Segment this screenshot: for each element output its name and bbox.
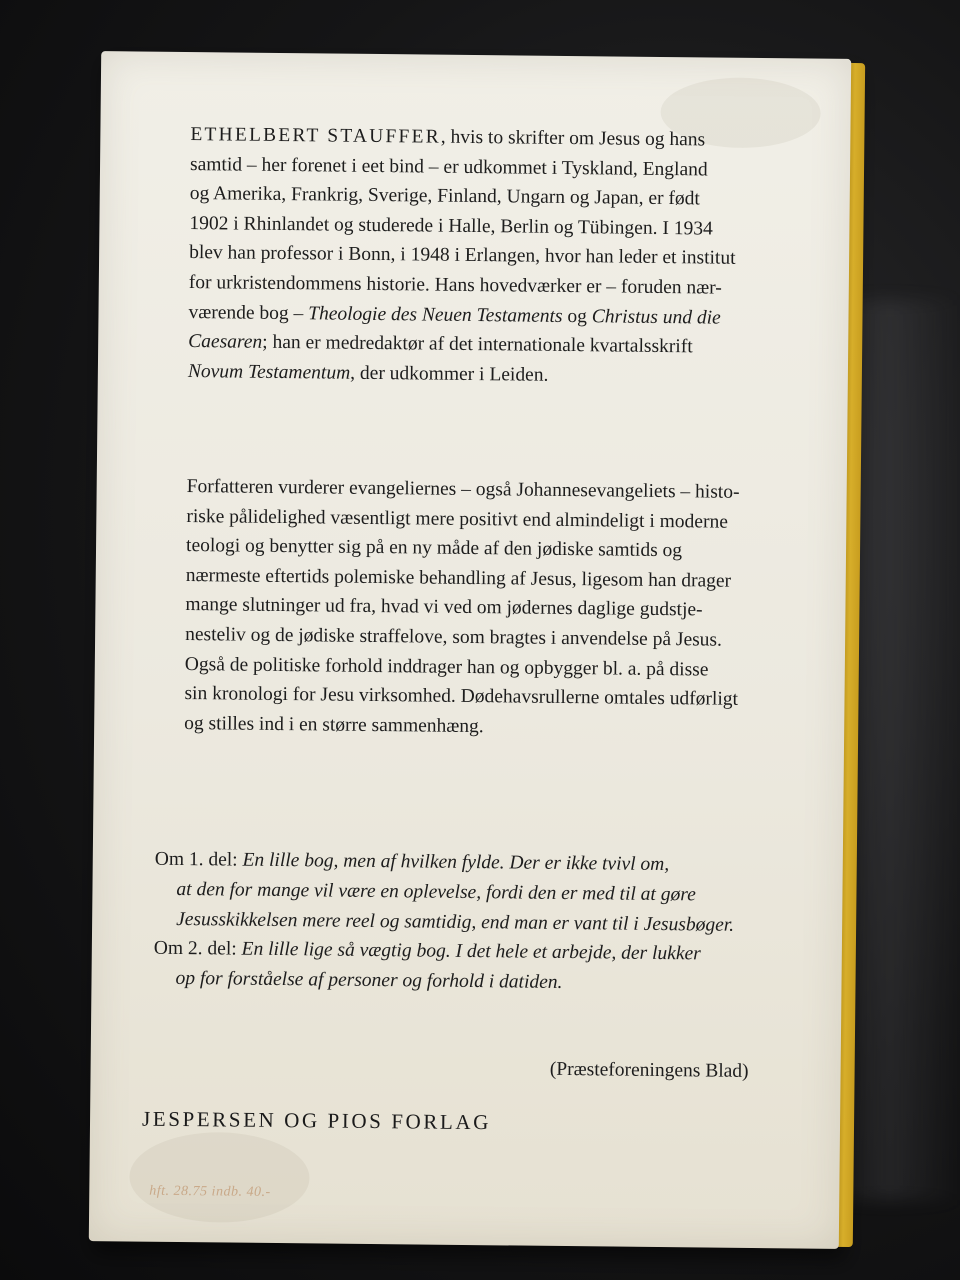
book-title-italic: Caesaren <box>188 331 263 353</box>
wear-stain <box>129 1131 310 1223</box>
journal-title-italic: Novum Testamentum <box>187 360 351 384</box>
book-back-cover <box>89 51 851 1249</box>
author-bio-paragraph <box>188 120 737 392</box>
text-line: samtid – her forenet i eet bind – er udkommet i Tyskland, England <box>189 153 708 181</box>
text-span: , hvis to skrifter om Jesus og hans <box>440 126 706 151</box>
book-title-italic: Christus und die <box>591 305 721 329</box>
text-line: riske pålidelighed væsentligt mere positivt end almindeligt i moderne <box>186 505 729 533</box>
price-stamp: hft. 28.75 indb. 40.- <box>149 1183 271 1200</box>
text-line: mange slutninger ud fra, hvad vi ved om jødernes daglige gudstje- <box>185 594 703 621</box>
text-line: og Amerika, Frankrig, Sverige, Finland, Ungarn og Japan, er født <box>189 183 701 210</box>
text-line <box>188 357 735 392</box>
text-line: blev han professor i Bonn, i 1948 i Erlangen, hvor han leder et institut <box>189 242 736 270</box>
text-line: Også de politiske forhold inddrager han og opbygger bl. a. på disse <box>184 653 709 681</box>
text-line: Forfatteren vurderer evangeliernes – også Johannesevangeliets – histo- <box>186 476 740 503</box>
review-quote-italic: op for forståelse af personer og forhold i datiden. <box>175 968 563 994</box>
cover-paper <box>89 51 851 1249</box>
book-description-paragraph <box>184 472 740 744</box>
author-name: ETHELBERT STAUFFER <box>190 124 441 148</box>
text-line: teologi og benytter sig på en ny måde af den jødiske samtids og <box>185 535 683 562</box>
review-part-label: Om 1. del: <box>154 848 243 871</box>
publisher-name: JESPERSEN OG PIOS FORLAG <box>141 1106 492 1135</box>
text-line: 1902 i Rhinlandet og studerede i Halle, Berlin og Tübingen. I 1934 <box>189 212 713 240</box>
text-line: for urkristendommens historie. Hans hovedværker er – foruden nær- <box>188 272 722 299</box>
review-quote-block <box>153 845 734 1000</box>
review-quote-italic: Jesusskikkelsen mere reel og samtidig, end man er vant til i Jesusbøger. <box>176 908 735 936</box>
text-span: ; han er medredaktør af det internationale kvartalsskrift <box>262 331 693 358</box>
text-line: sin kronologi for Jesu virksomhed. Dødehavsrullerne omtales udførligt <box>184 683 739 710</box>
text-span: , der udkommer i Leiden. <box>350 362 549 386</box>
book-title-italic: Theologie des Neuen Testaments <box>308 302 563 327</box>
text-span: og <box>562 305 592 327</box>
text-line: nærmeste eftertids polemiske behandling af Jesus, ligesom han drager <box>185 564 732 592</box>
text-line: og stilles ind i en større sammenhæng. <box>184 712 484 737</box>
text-line: nesteliv og de jødiske straffelove, som bragtes i anvendelse på Jesus. <box>185 623 723 651</box>
review-quote-italic: En lille bog, men af hvilken fylde. Der er ikke tvivl om, <box>242 849 670 876</box>
review-quote-italic: En lille lige så vægtig bog. I det hele et arbejde, der lukker <box>241 939 701 965</box>
text-span: værende bog – <box>188 301 309 324</box>
text-line <box>153 964 733 1000</box>
review-source: (Præsteforeningens Blad) <box>549 1058 749 1082</box>
review-part-label: Om 2. del: <box>153 938 242 961</box>
review-quote-italic: at den for mange vil være en oplevelse, fordi den er med til at gøre <box>176 878 696 906</box>
